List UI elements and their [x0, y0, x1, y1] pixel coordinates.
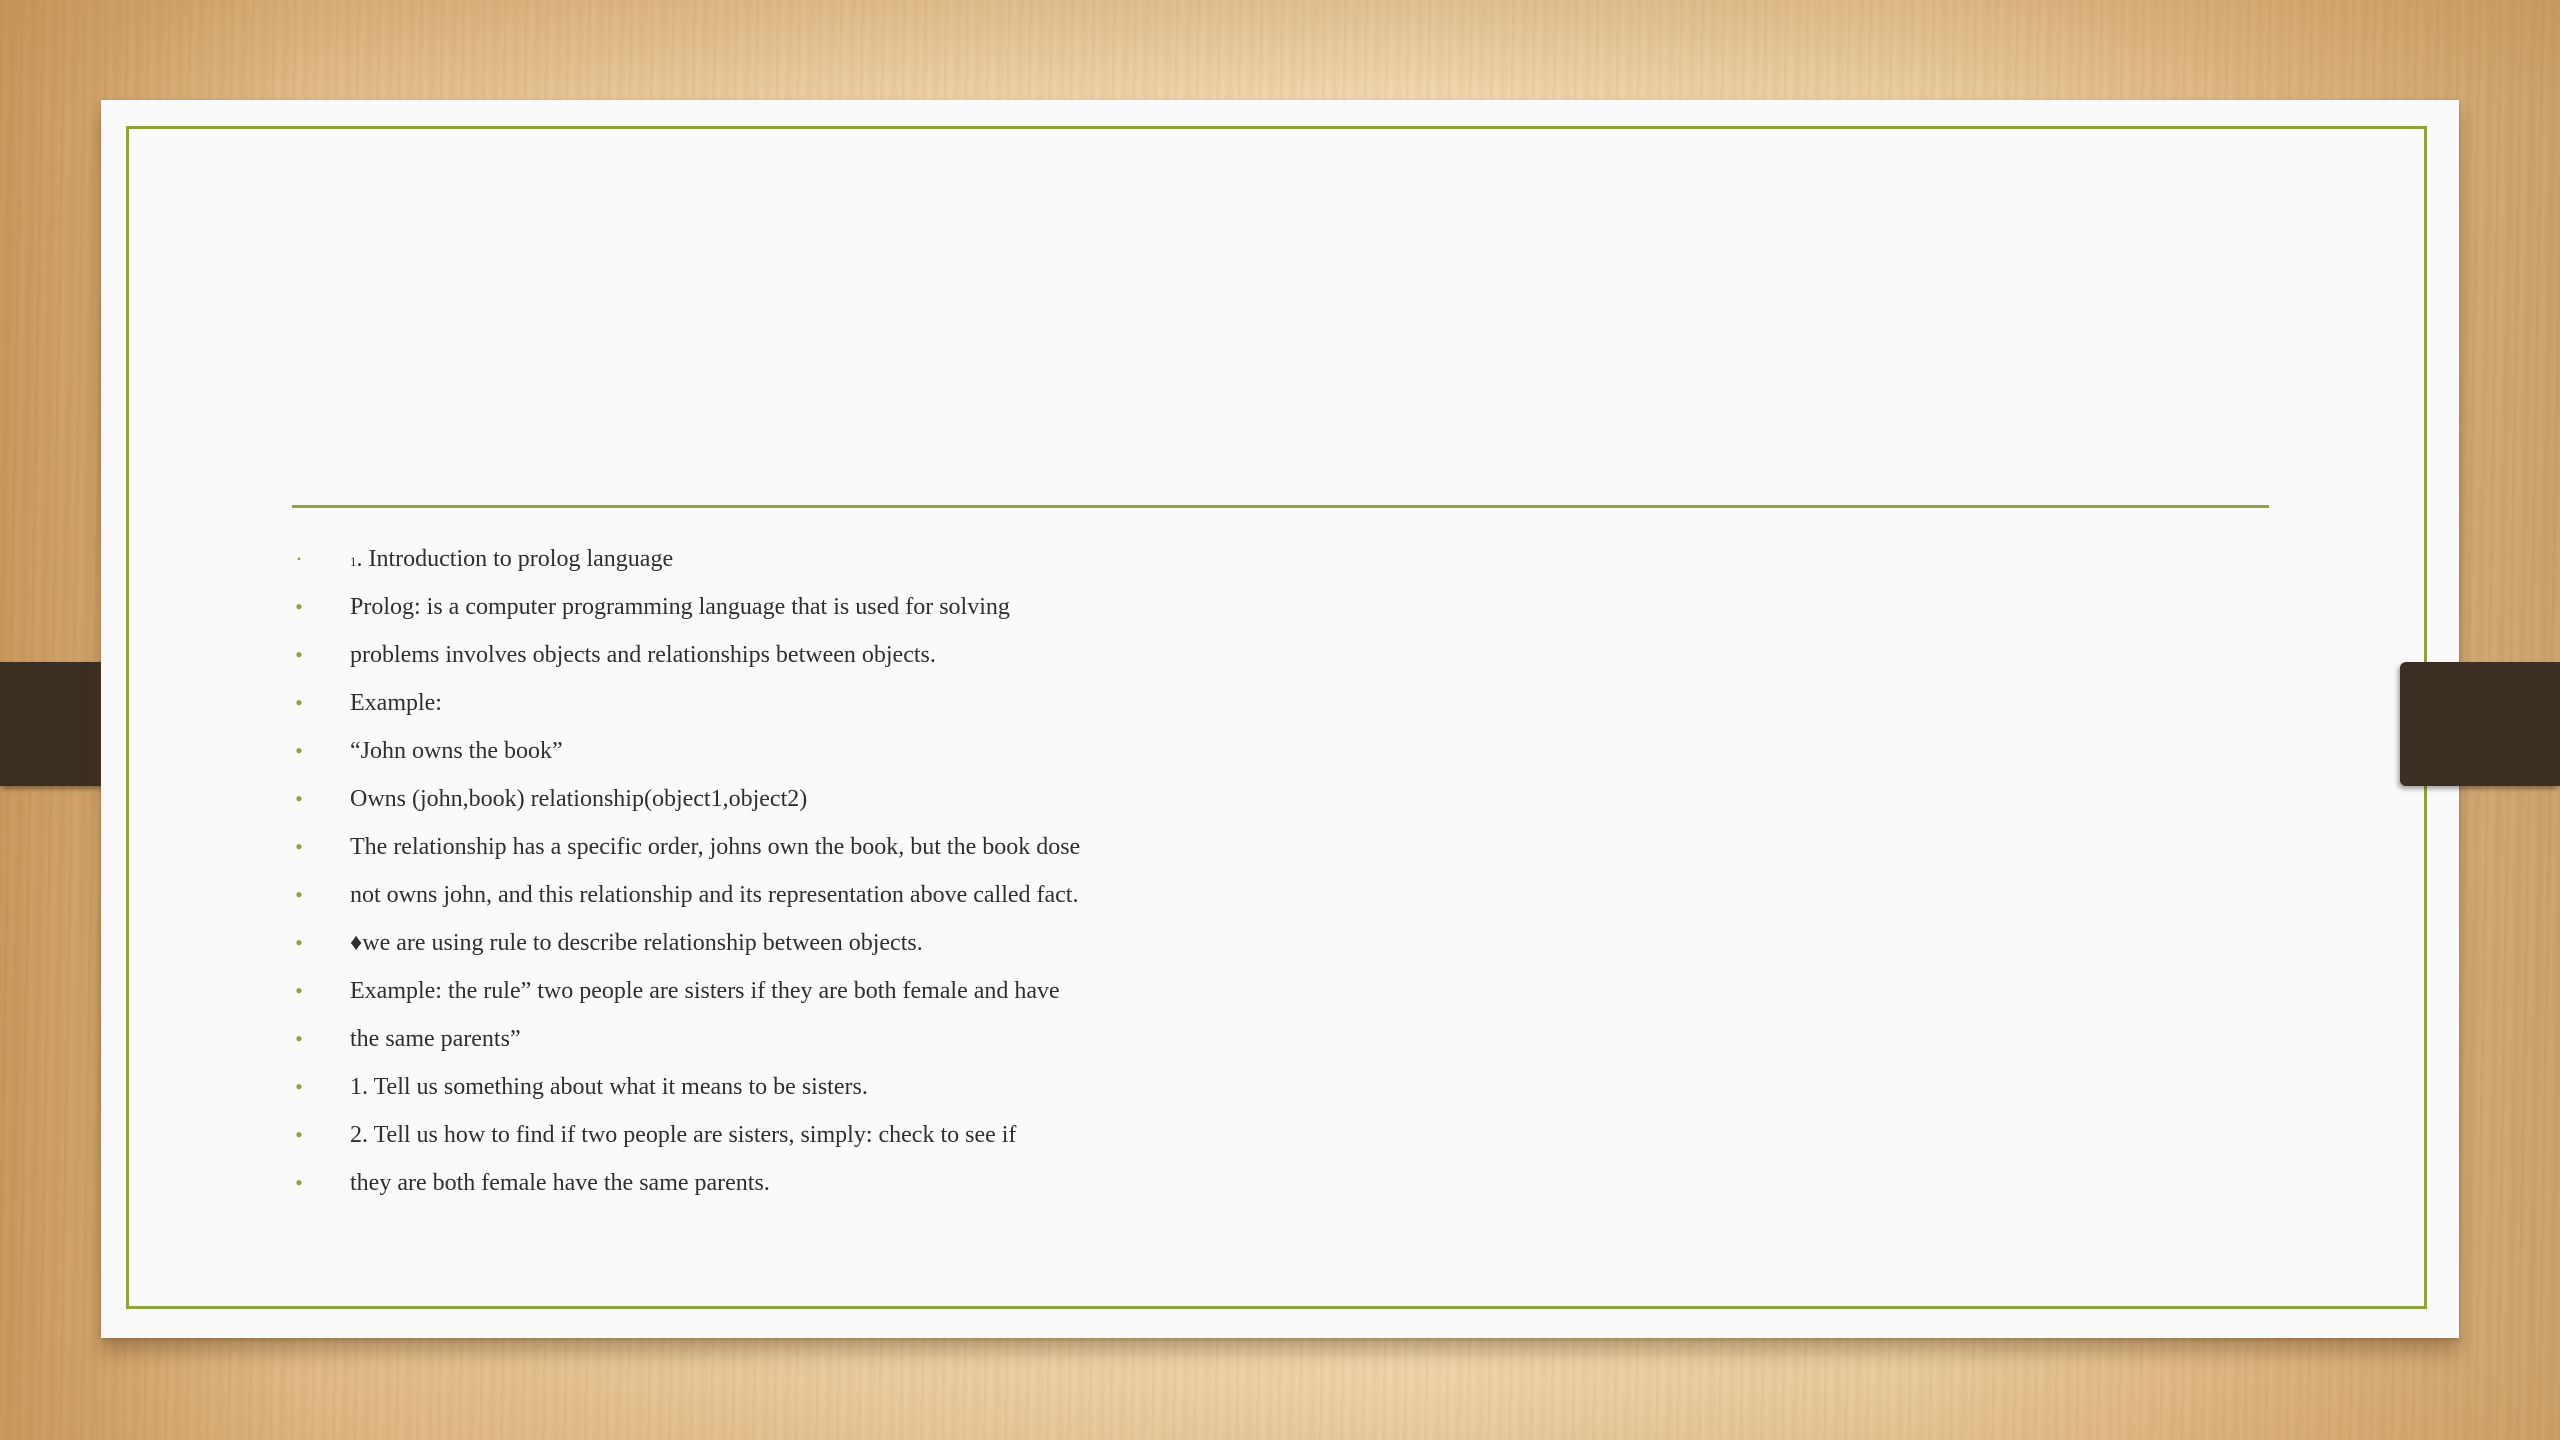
bullet-icon: •	[295, 930, 303, 955]
list-item	[292, 967, 2192, 1015]
heading-number: 1	[350, 554, 357, 569]
bullet-item-heading	[292, 535, 2192, 583]
list-item-text: not owns john, and this relationship and its representation above called fact.	[350, 882, 1079, 908]
bullet-icon: •	[295, 1074, 303, 1099]
list-item	[292, 871, 2192, 919]
bullet-icon: •	[295, 882, 303, 907]
list-item	[292, 1111, 2192, 1159]
list-item	[292, 1159, 2192, 1207]
binder-clip-right	[2400, 662, 2560, 786]
list-item	[292, 919, 2192, 967]
list-item	[292, 631, 2192, 679]
list-item-text: Example:	[350, 690, 442, 716]
list-item-text: Owns (john,book) relationship(object1,object2)	[350, 786, 808, 812]
list-item	[292, 823, 2192, 871]
bullet-icon: •	[295, 1026, 303, 1051]
list-item-text: ♦we are using rule to describe relationship between objects.	[350, 930, 923, 956]
list-item-text: Prolog: is a computer programming language that is used for solving	[350, 594, 1010, 620]
bullet-icon: •	[295, 786, 303, 811]
bullet-icon: •	[295, 642, 303, 667]
list-item	[292, 1063, 2192, 1111]
bullet-icon: •	[295, 1170, 303, 1195]
bullet-icon: •	[295, 1122, 303, 1147]
list-item-text: 2. Tell us how to find if two people are sisters, simply: check to see if	[350, 1122, 1017, 1148]
bullet-icon: •	[295, 690, 303, 715]
bullet-list	[292, 535, 2192, 1207]
wood-background-top	[0, 0, 2560, 110]
bullet-icon: •	[295, 738, 303, 763]
heading-text: . Introduction to prolog language	[356, 546, 674, 572]
list-item-text: problems involves objects and relationships between objects.	[350, 642, 936, 668]
title-divider	[292, 505, 2269, 508]
wood-background-bottom	[0, 1330, 2560, 1440]
list-item-text: The relationship has a specific order, johns own the book, but the book dose	[350, 834, 1081, 860]
list-item	[292, 679, 2192, 727]
list-item	[292, 1015, 2192, 1063]
list-item-text: the same parents”	[350, 1026, 521, 1052]
list-item-text: Example: the rule” two people are sisters if they are both female and have	[350, 978, 1060, 1004]
bullet-icon: •	[295, 594, 303, 619]
list-item	[292, 775, 2192, 823]
list-item-text: 1. Tell us something about what it means to be sisters.	[350, 1074, 868, 1100]
list-item	[292, 727, 2192, 775]
list-item-text: they are both female have the same parents.	[350, 1170, 770, 1196]
bullet-icon: •	[296, 552, 302, 566]
list-item-text: “John owns the book”	[350, 738, 563, 764]
bullet-icon: •	[295, 834, 303, 859]
list-item	[292, 583, 2192, 631]
bullet-icon: •	[295, 978, 303, 1003]
